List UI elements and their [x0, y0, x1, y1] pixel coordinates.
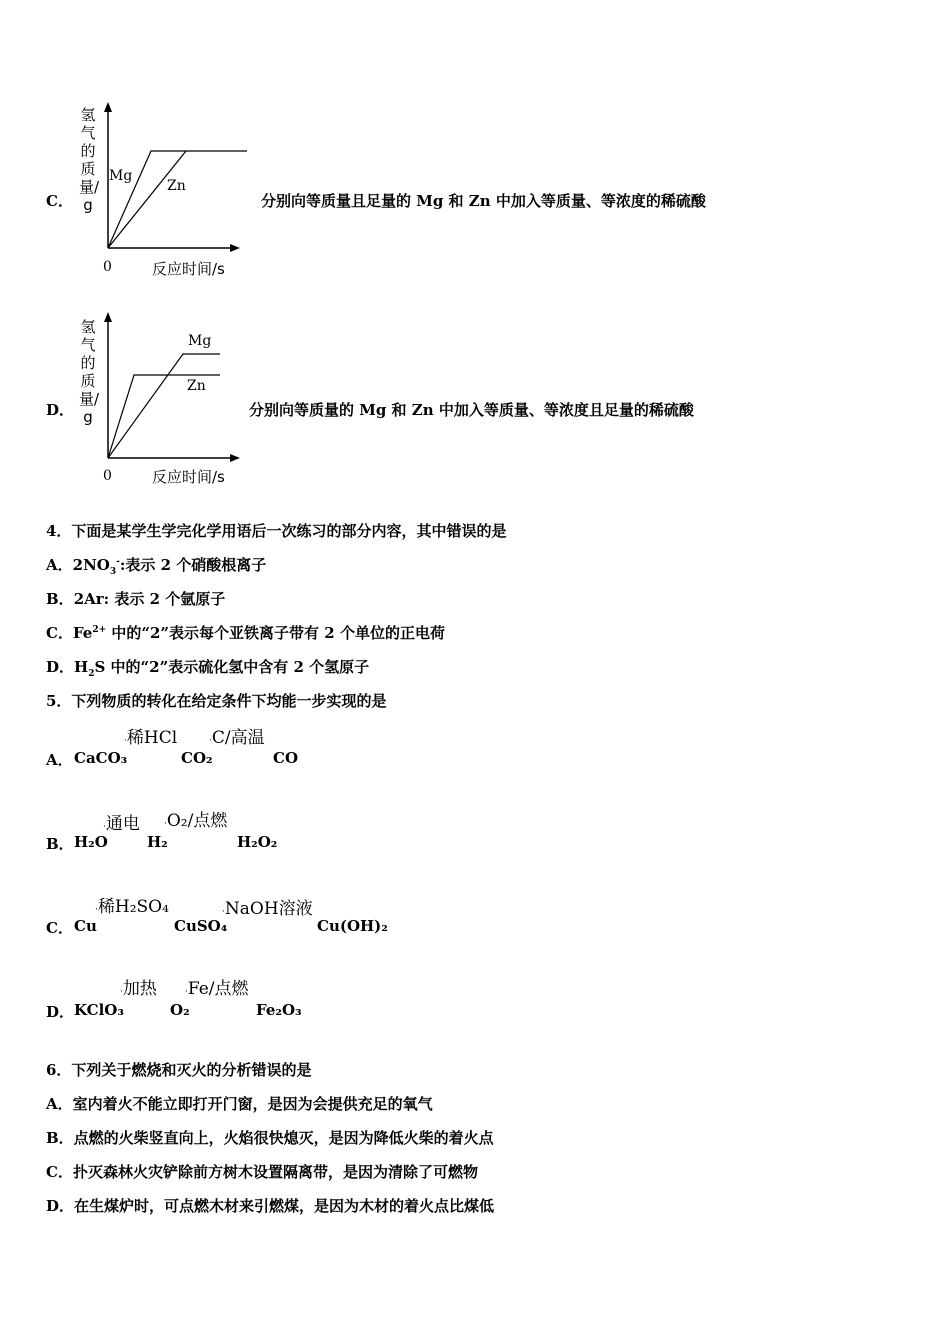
q5-stem: 5．下列物质的转化在给定条件下均能一步实现的是 [46, 692, 387, 710]
q3-option-d-text: 分别向等质量的 Mg 和 Zn 中加入等质量、等浓度且足量的稀硫酸 [249, 401, 694, 419]
graph-c-mg-line [108, 151, 247, 248]
graph-d-mg-label: Mg [188, 333, 212, 349]
graph-c-x-arrow [230, 244, 240, 252]
q5-a-condition-2: ·C/高温 [209, 728, 265, 748]
q4-option-c: C．$Fe^{2+}$ 中的“2”表示每个亚铁离子带有 2 个单位的正电荷 [46, 624, 445, 642]
graph-c-y-label: 氢气的质量/g [79, 106, 100, 214]
q5-c-letter: C． [46, 919, 73, 937]
q3-option-c-letter: C． [46, 192, 73, 210]
q4-option-b: B．2Ar: 表示 2 个氩原子 [46, 590, 226, 608]
q3-option-c-text: 分别向等质量且足量的 Mg 和 Zn 中加入等质量、等浓度的稀硫酸 [261, 192, 706, 210]
q6-option-a: A．室内着火不能立即打开门窗，是因为会提供充足的氧气 [46, 1095, 433, 1113]
graph-c-y-arrow [104, 102, 112, 112]
q5-a-condition-1: ·稀HCl [124, 728, 178, 748]
q5-d-substance-3: Fe₂O₃ [256, 1001, 302, 1019]
q6-option-c: C．扑灭森林火灾铲除前方树木设置隔离带，是因为清除了可燃物 [46, 1163, 478, 1181]
graph-d-x-arrow [230, 454, 240, 462]
q5-b-letter: B． [46, 835, 74, 853]
q5-b-substance-1: H₂O [74, 833, 108, 851]
graph-d-zn-label: Zn [187, 378, 206, 394]
graph-c-origin: 0 [103, 259, 112, 275]
q5-d-letter: D． [46, 1003, 75, 1021]
q3-option-d-letter: D． [46, 401, 75, 419]
q4-option-a: A．$2NO_3^-$:表示 2 个硝酸根离子 [46, 556, 267, 577]
q6-stem: 6．下列关于燃烧和灭火的分析错误的是 [46, 1061, 312, 1079]
q5-b-condition-2: ·O₂/点燃 [164, 811, 228, 831]
q4-option-d: D．$H_2S$ 中的“2”表示硫化氢中含有 2 个氢原子 [46, 658, 370, 679]
q5-d-substance-1: KClO₃ [74, 1001, 124, 1019]
graph-d-x-label: 反应时间/s [152, 468, 225, 486]
graph-c-zn-line [108, 151, 186, 248]
q5-d-substance-2: O₂ [170, 1001, 190, 1019]
graph-c-mg-label: Mg [109, 168, 133, 184]
q6-option-b: B．点燃的火柴竖直向上，火焰很快熄灭，是因为降低火柴的着火点 [46, 1129, 494, 1147]
q5-c-substance-3: Cu(OH)₂ [317, 917, 388, 935]
q4-stem: 4．下面是某学生学完化学用语后一次练习的部分内容，其中错误的是 [46, 522, 507, 540]
q5-c-condition-2: ·NaOH溶液 [222, 899, 313, 919]
q6-option-d: D．在生煤炉时，可点燃木材来引燃煤，是因为木材的着火点比煤低 [46, 1197, 495, 1215]
q5-a-substance-3: CO [273, 749, 299, 767]
graph-d-y-arrow [104, 312, 112, 322]
q5-b-substance-3: H₂O₂ [237, 833, 278, 851]
q5-d-condition-2: ·Fe/点燃 [185, 979, 249, 999]
q5-a-letter: A． [46, 751, 73, 769]
q5-c-substance-2: CuSO₄ [174, 917, 228, 935]
q5-c-substance-1: Cu [74, 917, 97, 935]
graph-c-x-label: 反应时间/s [152, 260, 225, 278]
q5-d-condition-1: ·加热 [120, 979, 157, 999]
q5-b-substance-2: H₂ [147, 833, 168, 851]
q5-c-condition-1: ·稀H₂SO₄ [95, 897, 169, 917]
q5-b-condition-1: ·通电 [103, 814, 140, 834]
q5-a-substance-2: CO₂ [181, 749, 213, 767]
q5-a-substance-1: CaCO₃ [74, 749, 128, 767]
graph-d-y-label: 氢气的质量/g [79, 318, 100, 426]
graph-d-plot [95, 310, 255, 470]
graph-c-zn-label: Zn [167, 178, 186, 194]
graph-d-origin: 0 [103, 468, 112, 484]
